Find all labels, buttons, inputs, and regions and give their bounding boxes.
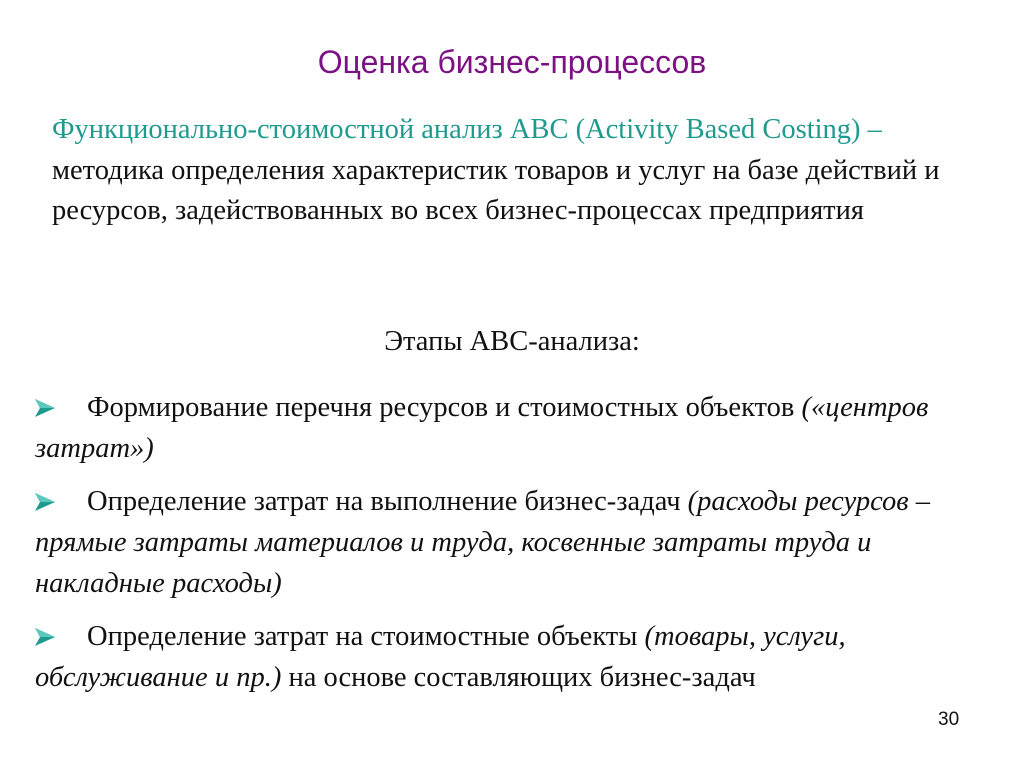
page-number: 30 (938, 709, 960, 730)
bullet-text: Определение затрат на выполнение бизнес-задач (87, 486, 688, 517)
bullet-text: Формирование перечня ресурсов и стоимостных объектов (87, 392, 802, 423)
arrow-bullet-icon (35, 616, 87, 657)
arrow-bullet-icon (35, 481, 87, 522)
slide-title: Оценка бизнес-процессов (317, 44, 707, 80)
bullet-italic: («центров затрат») (35, 392, 929, 464)
intro-term: Функционально-стоимостной анализ ABC (Activity Based Costing) – (52, 114, 882, 145)
arrow-bullet-icon (35, 387, 87, 428)
intro-paragraph (52, 110, 957, 232)
bullet-text: Определение затрат на стоимостные объекты (87, 621, 645, 652)
stages-heading: Этапы ABC-анализа: (384, 326, 640, 357)
bullet-tail: на основе составляющих бизнес-задач (281, 662, 756, 693)
intro-definition: методика определения характеристик товаров и услуг на базе действий и ресурсов, задействованных во всех бизнес-процессах предприятия (52, 154, 940, 226)
bullet-italic: (товары, услуги, обслуживание и пр.) (35, 621, 846, 693)
list-item (35, 387, 950, 469)
list-item (35, 616, 950, 698)
list-item (35, 481, 950, 604)
stages-list (35, 387, 950, 710)
bullet-italic: (расходы ресурсов – прямые затраты материалов и труда, косвенные затраты труда и накладные расходы) (35, 486, 931, 599)
